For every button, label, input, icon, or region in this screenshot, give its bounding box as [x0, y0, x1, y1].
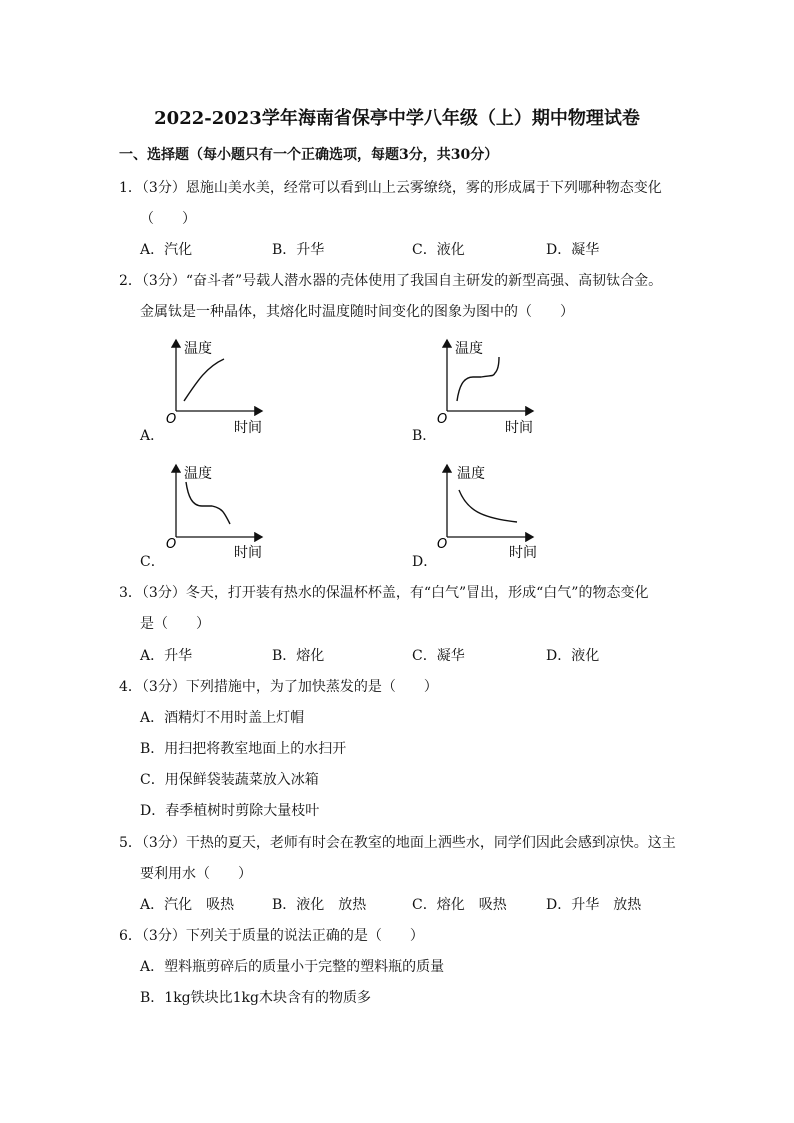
graph-d-x-label: 时间 — [509, 545, 537, 561]
question-5-line-2: 要利用水（ ） — [140, 866, 252, 882]
question-6-option-a[interactable]: A．塑料瓶剪碎后的质量小于完整的塑料瓶的质量 — [140, 959, 445, 975]
graph-b[interactable] — [433, 335, 543, 440]
graph-c-curve — [186, 482, 230, 524]
graph-d-origin: O — [437, 537, 448, 552]
question-5-line-1: 5．（3分）干热的夏天，老师有时会在教室的地面上洒些水，同学们因此会感到凉快。这主 — [119, 835, 676, 851]
graph-c[interactable] — [162, 460, 272, 565]
question-1-line-2: （ ） — [140, 211, 196, 227]
graph-b-origin: O — [437, 412, 448, 427]
graph-d-y-label: 温度 — [457, 466, 485, 482]
graph-a-origin: O — [166, 412, 177, 427]
question-4-line-1: 4．（3分）下列措施中，为了加快蒸发的是（ ） — [119, 679, 438, 695]
graph-c-label[interactable]: C． — [140, 554, 165, 570]
question-4-option-d[interactable]: D．春季植树时剪除大量枝叶 — [140, 803, 320, 819]
question-3-line-1: 3．（3分）冬天，打开装有热水的保温杯杯盖，有“白气”冒出，形成“白气”的物态变化 — [119, 585, 649, 601]
question-2-line-2: 金属钛是一种晶体，其熔化时温度随时间变化的图象为图中的（ ） — [140, 304, 574, 320]
question-2-line-1: 2．（3分）“奋斗者”号载人潜水器的壳体使用了我国自主研发的新型高强、高韧钛合金。 — [119, 273, 663, 289]
question-3-option-d[interactable]: D．液化 — [546, 648, 600, 664]
graph-b-x-label: 时间 — [505, 420, 533, 436]
graph-d-curve — [459, 490, 517, 522]
question-1-option-d[interactable]: D．凝华 — [546, 242, 600, 258]
question-3-option-a[interactable]: A．升华 — [140, 648, 193, 664]
graph-a-label[interactable]: A． — [140, 428, 165, 444]
question-4-option-b[interactable]: B．用扫把将教室地面上的水扫开 — [140, 741, 347, 757]
graph-a-curve — [184, 359, 224, 401]
question-5-option-c[interactable]: C．熔化 吸热 — [412, 897, 507, 913]
page-title: 2022-2023学年海南省保亭中学八年级（上）期中物理试卷 — [154, 108, 640, 129]
graph-c-y-label: 温度 — [184, 466, 212, 482]
graph-b-y-label: 温度 — [455, 341, 483, 357]
graph-c-x-label: 时间 — [234, 545, 262, 561]
graph-a-x-label: 时间 — [234, 420, 262, 436]
graph-b-curve — [457, 357, 499, 401]
question-6-option-b[interactable]: B．1kg铁块比1kg木块含有的物质多 — [140, 990, 371, 1006]
question-3-option-c[interactable]: C．凝华 — [412, 648, 465, 664]
question-5-option-b[interactable]: B．液化 放热 — [272, 897, 367, 913]
question-1-option-c[interactable]: C．液化 — [412, 242, 465, 258]
question-4-option-c[interactable]: C．用保鲜袋装蔬菜放入冰箱 — [140, 772, 319, 788]
graph-d-label[interactable]: D． — [412, 554, 438, 570]
question-3-option-b[interactable]: B．熔化 — [272, 648, 325, 664]
question-1-option-a[interactable]: A．汽化 — [140, 242, 193, 258]
question-4-option-a[interactable]: A．酒精灯不用时盖上灯帽 — [140, 710, 305, 726]
question-5-option-a[interactable]: A．汽化 吸热 — [140, 897, 235, 913]
question-6-line-1: 6．（3分）下列关于质量的说法正确的是（ ） — [119, 928, 424, 944]
question-3-line-2: 是（ ） — [140, 616, 210, 632]
graph-d[interactable] — [433, 460, 543, 565]
question-5-option-d[interactable]: D．升华 放热 — [546, 897, 642, 913]
graph-b-label[interactable]: B． — [412, 428, 437, 444]
question-1-option-b[interactable]: B．升华 — [272, 242, 325, 258]
graph-a[interactable] — [162, 335, 272, 440]
question-1-line-1: 1．（3分）恩施山美水美，经常可以看到山上云雾缭绕，雾的形成属于下列哪种物态变化 — [119, 180, 662, 196]
graph-a-y-label: 温度 — [184, 341, 212, 357]
graph-c-origin: O — [166, 537, 177, 552]
section-heading: 一、选择题（每小题只有一个正确选项，每题3分，共30分） — [119, 147, 499, 163]
